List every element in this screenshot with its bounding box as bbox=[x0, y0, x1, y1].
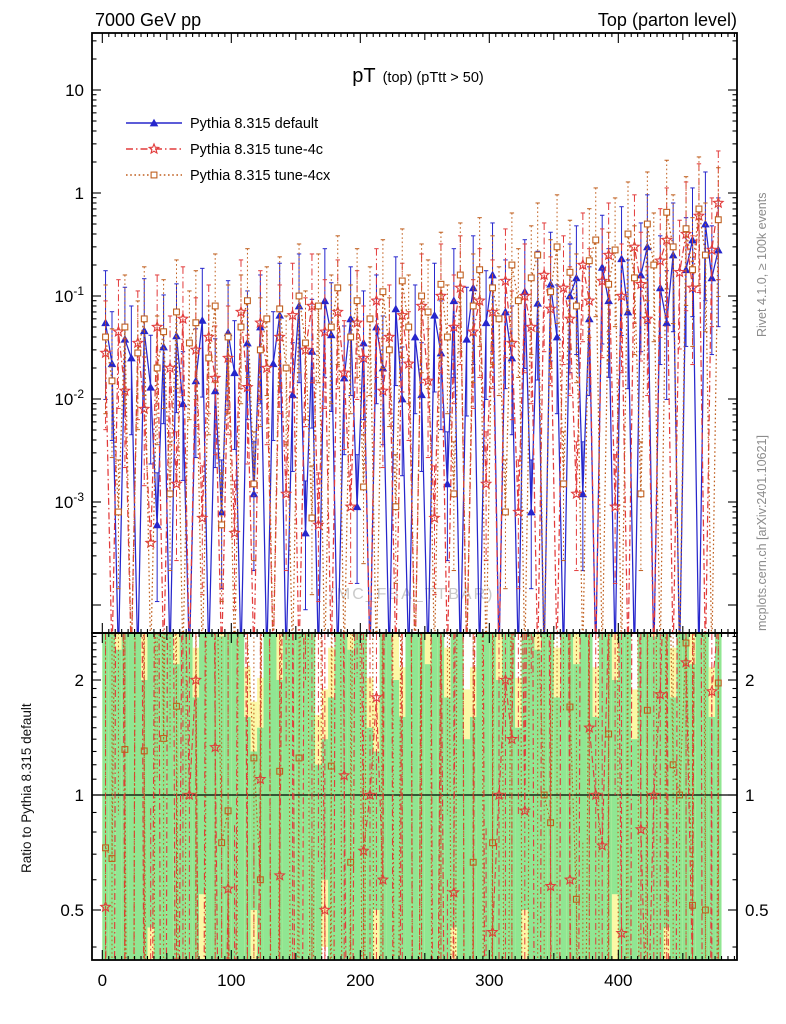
star-marker-icon bbox=[146, 538, 156, 547]
green-band bbox=[515, 728, 521, 960]
green-band bbox=[631, 739, 637, 960]
triangle-marker-icon bbox=[230, 368, 239, 376]
star-marker-icon bbox=[139, 404, 149, 413]
x-tick-label: 100 bbox=[217, 971, 246, 990]
x-tick-label: 0 bbox=[97, 971, 108, 990]
square-marker-icon bbox=[380, 289, 386, 295]
square-marker-icon bbox=[251, 481, 257, 487]
square-marker-icon bbox=[664, 209, 670, 215]
green-band bbox=[425, 664, 431, 960]
square-marker-icon bbox=[638, 491, 644, 497]
square-marker-icon bbox=[122, 324, 128, 330]
square-marker-icon bbox=[561, 481, 567, 487]
legend-label-tune-4cx: Pythia 8.315 tune-4cx bbox=[190, 168, 331, 184]
square-marker-icon bbox=[573, 303, 579, 309]
x-tick-label: 200 bbox=[346, 971, 375, 990]
square-marker-icon bbox=[444, 334, 450, 340]
triangle-marker-icon bbox=[482, 318, 491, 326]
rivet-version-note: Rivet 4.1.0, ≥ 100k events bbox=[755, 192, 769, 337]
legend-item-default bbox=[126, 116, 318, 132]
square-marker-icon bbox=[361, 484, 367, 490]
square-marker-icon bbox=[154, 365, 160, 371]
square-marker-icon bbox=[348, 334, 354, 340]
square-marker-icon bbox=[367, 316, 373, 322]
plot-title-main: pT bbox=[352, 65, 376, 87]
legend-item-tune-4cx bbox=[126, 168, 331, 184]
square-marker-icon bbox=[451, 491, 457, 497]
square-marker-icon bbox=[593, 237, 599, 243]
star-marker-icon bbox=[149, 144, 159, 153]
square-marker-icon bbox=[696, 206, 702, 212]
square-marker-icon bbox=[554, 244, 560, 250]
x-tick-label: 300 bbox=[475, 971, 504, 990]
green-band bbox=[554, 697, 560, 960]
square-marker-icon bbox=[425, 309, 431, 315]
process-label: Top (parton level) bbox=[597, 10, 737, 30]
y-tick-label: $10^{-3}$ bbox=[54, 490, 84, 512]
square-marker-icon bbox=[151, 172, 157, 178]
square-marker-icon bbox=[141, 316, 147, 322]
square-marker-icon bbox=[406, 324, 412, 330]
ratio-axis-title: Ratio to Pythia 8.315 default bbox=[19, 703, 34, 873]
square-marker-icon bbox=[690, 267, 696, 273]
square-marker-icon bbox=[109, 378, 115, 384]
green-band bbox=[560, 633, 566, 960]
square-marker-icon bbox=[419, 293, 425, 299]
square-marker-icon bbox=[612, 247, 618, 253]
square-marker-icon bbox=[535, 252, 541, 258]
y-tick-label: 10 bbox=[65, 81, 84, 100]
square-marker-icon bbox=[470, 303, 476, 309]
triangle-marker-icon bbox=[411, 333, 420, 341]
square-marker-icon bbox=[393, 504, 399, 510]
square-marker-icon bbox=[670, 244, 676, 250]
square-marker-icon bbox=[683, 226, 689, 232]
analysis-watermark: (MC_FBA_TTBAR) bbox=[329, 586, 495, 603]
green-band bbox=[154, 633, 160, 960]
square-marker-icon bbox=[702, 252, 708, 258]
green-band bbox=[135, 633, 141, 960]
green-band bbox=[412, 633, 418, 960]
square-marker-icon bbox=[296, 293, 302, 299]
square-marker-icon bbox=[328, 324, 334, 330]
square-marker-icon bbox=[135, 350, 141, 356]
square-marker-icon bbox=[245, 298, 251, 304]
square-marker-icon bbox=[715, 217, 721, 223]
ratio-tick-label-right: 0.5 bbox=[745, 900, 769, 920]
main-series-layer bbox=[101, 151, 723, 659]
square-marker-icon bbox=[238, 324, 244, 330]
square-marker-icon bbox=[651, 262, 657, 268]
square-marker-icon bbox=[477, 267, 483, 273]
green-band bbox=[464, 739, 470, 960]
square-marker-icon bbox=[490, 285, 496, 291]
square-marker-icon bbox=[457, 272, 463, 278]
square-marker-icon bbox=[528, 275, 534, 281]
square-marker-icon bbox=[386, 347, 392, 353]
green-band bbox=[328, 697, 334, 960]
square-marker-icon bbox=[186, 340, 192, 346]
square-marker-icon bbox=[193, 320, 199, 326]
square-marker-icon bbox=[257, 347, 263, 353]
square-marker-icon bbox=[206, 355, 212, 361]
square-marker-icon bbox=[335, 285, 341, 291]
ratio-tick-label-right: 2 bbox=[745, 671, 755, 691]
green-band bbox=[457, 633, 463, 960]
square-marker-icon bbox=[606, 281, 612, 287]
square-marker-icon bbox=[354, 298, 360, 304]
square-marker-icon bbox=[103, 334, 109, 340]
square-marker-icon bbox=[212, 303, 218, 309]
square-marker-icon bbox=[167, 491, 173, 497]
triangle-marker-icon bbox=[662, 318, 671, 326]
square-marker-icon bbox=[315, 303, 321, 309]
square-marker-icon bbox=[567, 269, 573, 275]
ratio-tick-label-left: 2 bbox=[74, 671, 84, 691]
green-band bbox=[444, 697, 450, 960]
legend-label-default: Pythia 8.315 default bbox=[190, 116, 319, 132]
square-marker-icon bbox=[625, 231, 631, 237]
green-band bbox=[264, 633, 270, 960]
square-marker-icon bbox=[283, 365, 289, 371]
ratio-tick-label-left: 1 bbox=[74, 786, 84, 805]
green-band bbox=[431, 633, 437, 960]
green-band bbox=[270, 633, 276, 960]
square-marker-icon bbox=[161, 329, 167, 335]
square-marker-icon bbox=[644, 221, 650, 227]
plot-title-qualifier: (top) (pTtt > 50) bbox=[382, 70, 484, 86]
square-marker-icon bbox=[496, 316, 502, 322]
square-marker-icon bbox=[219, 522, 225, 528]
mcplots-citation-note: mcplots.cern.ch [arXiv:2401.10621] bbox=[755, 435, 769, 631]
legend-label-tune-4c: Pythia 8.315 tune-4c bbox=[190, 142, 324, 158]
beam-energy-label: 7000 GeV pp bbox=[95, 10, 202, 30]
square-marker-icon bbox=[277, 306, 283, 312]
green-band bbox=[206, 633, 212, 960]
square-marker-icon bbox=[548, 289, 554, 295]
square-marker-icon bbox=[309, 515, 315, 521]
square-marker-icon bbox=[632, 275, 638, 281]
plot-title bbox=[352, 65, 483, 87]
square-marker-icon bbox=[303, 340, 309, 346]
square-marker-icon bbox=[116, 509, 122, 515]
ratio-tick-label-left: 0.5 bbox=[60, 900, 84, 920]
square-marker-icon bbox=[438, 281, 444, 287]
legend-item-tune-4c bbox=[126, 142, 323, 158]
x-tick-label: 400 bbox=[604, 971, 633, 990]
square-marker-icon bbox=[174, 309, 180, 315]
triangle-marker-icon bbox=[391, 305, 400, 313]
square-marker-icon bbox=[586, 258, 592, 264]
green-band bbox=[128, 633, 134, 960]
square-marker-icon bbox=[225, 334, 231, 340]
triangle-marker-icon bbox=[301, 529, 310, 537]
square-marker-icon bbox=[399, 278, 405, 284]
triangle-marker-icon bbox=[417, 390, 426, 398]
green-band bbox=[238, 633, 244, 960]
ratio-tick-label-right: 1 bbox=[745, 786, 755, 805]
y-tick-label: $10^{-2}$ bbox=[54, 387, 84, 409]
green-band bbox=[335, 633, 341, 960]
legend bbox=[126, 116, 331, 184]
y-tick-label: 1 bbox=[74, 184, 84, 203]
y-tick-label: $10^{-1}$ bbox=[54, 284, 84, 306]
square-marker-icon bbox=[515, 298, 521, 304]
green-band bbox=[476, 633, 482, 960]
square-marker-icon bbox=[264, 316, 270, 322]
square-marker-icon bbox=[509, 262, 515, 268]
square-marker-icon bbox=[503, 509, 509, 515]
triangle-marker-icon bbox=[146, 383, 155, 391]
